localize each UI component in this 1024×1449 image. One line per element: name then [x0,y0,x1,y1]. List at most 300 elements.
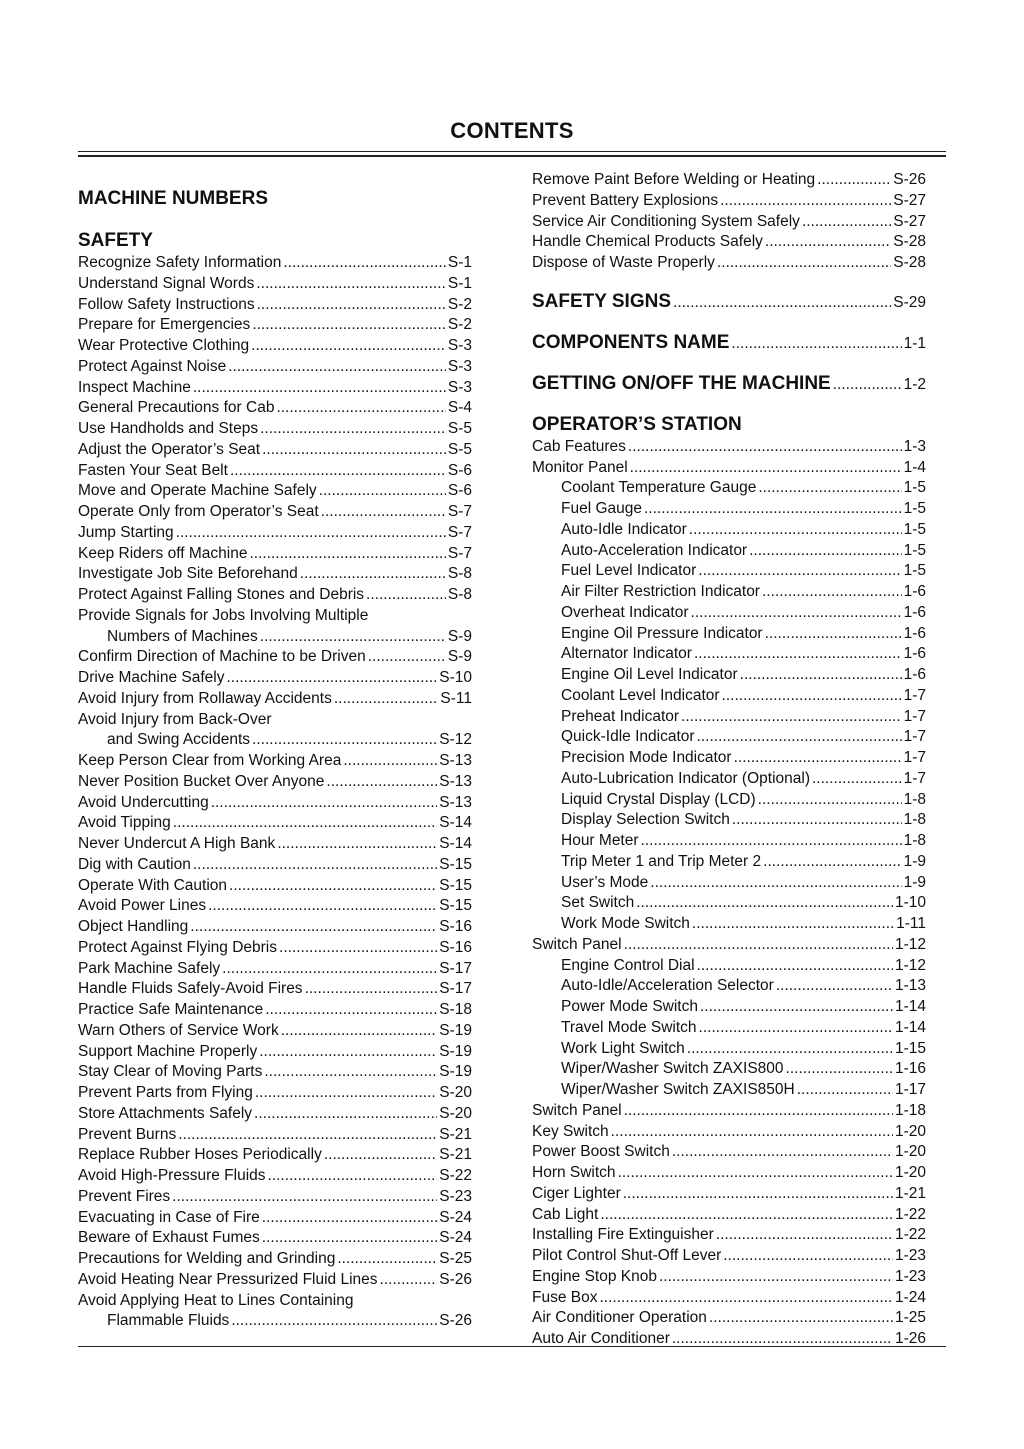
toc-entry[interactable] [532,1080,926,1101]
toc-entry-title: Display Selection Switch [561,811,730,829]
dot-leader [763,852,901,873]
dot-leader [600,1205,893,1226]
dot-leader [305,979,438,1000]
section-heading: OPERATOR’S STATION [532,413,742,435]
page-number: 1-7 [903,749,926,766]
page-number: 1-14 [894,998,926,1015]
toc-entry-title: Avoid Power Lines [78,897,207,915]
toc-entry-title: Flammable Fluids [107,1312,230,1330]
toc-entry[interactable] [78,564,472,585]
toc-entry-title: Never Position Bucket Over Anyone [78,772,325,790]
page-number: 1-10 [894,894,926,912]
toc-entry[interactable] [78,336,472,357]
toc-entry[interactable] [532,624,926,645]
toc-entry[interactable] [532,499,926,520]
page-number: 1-7 [903,686,926,704]
toc-entry-title: Support Machine Properly [78,1042,258,1060]
toc-entry[interactable] [532,727,926,748]
page-number: 1-23 [894,1267,926,1285]
dot-leader [694,644,902,665]
page-number: S-26 [439,1312,472,1330]
dot-leader [692,914,894,935]
page-number: S-28 [893,233,926,251]
page-number: S-27 [893,191,926,209]
page-number: S-14 [439,835,472,852]
toc-entry[interactable] [78,1062,472,1083]
toc-entry[interactable] [78,1228,472,1249]
toc-entry-title: Quick-Idle Indicator [561,728,695,746]
dot-leader [672,1142,893,1163]
page-number: S-3 [447,378,472,396]
toc-entry-title: Protect Against Falling Stones and Debris [78,586,365,603]
page-number: 1-7 [903,769,926,787]
section-heading-entry[interactable] [532,289,926,315]
toc-entry[interactable] [78,1145,472,1166]
toc-entry[interactable] [78,1021,472,1042]
toc-entry-title: Air Filter Restriction Indicator [561,583,760,600]
toc-entry-title: Keep Person Clear from Working Area [78,752,342,769]
toc-entry[interactable] [78,876,472,897]
page-number: 1-17 [894,1081,926,1098]
page-number: S-8 [447,586,472,603]
toc-entry[interactable] [532,191,926,212]
toc-entry[interactable] [78,647,472,668]
toc-entry-title: Object Handling [78,918,189,935]
toc-entry-title: Warn Others of Service Work [78,1021,279,1039]
dot-leader [380,1270,438,1291]
toc-entry[interactable] [532,1018,926,1039]
toc-entry[interactable] [78,627,472,648]
toc-entry[interactable] [78,357,472,378]
page-number: 1-22 [894,1205,926,1223]
toc-entry[interactable] [532,541,926,562]
contents-right-column [532,170,926,1350]
toc-entry-title: Jump Starting [78,523,174,541]
toc-entry-title: General Precautions for Cab [78,399,275,417]
toc-entry[interactable] [78,378,472,399]
dot-leader [628,437,902,458]
toc-entry[interactable] [78,315,472,336]
toc-entry[interactable] [532,997,926,1018]
toc-entry-title: Trip Meter 1 and Trip Meter 2 [561,852,762,870]
page-number: 1-6 [903,645,926,663]
dot-leader [709,1308,893,1329]
toc-entry[interactable] [78,938,472,959]
page-number: 1-16 [894,1060,926,1078]
toc-entry[interactable] [532,232,926,253]
toc-entry[interactable] [532,437,926,458]
toc-entry[interactable] [78,585,472,606]
toc-entry[interactable] [532,914,926,935]
toc-entry-title: Switch Panel [532,935,622,953]
footer-rule [78,1346,946,1347]
dot-leader [249,544,445,565]
toc-entry[interactable] [78,730,472,751]
toc-entry[interactable] [78,668,472,689]
toc-entry-title: Replace Rubber Hoses Periodically [78,1146,322,1164]
dot-leader [687,1039,893,1060]
toc-entry-title: Liquid Crystal Display (LCD) [561,790,756,808]
dot-leader [319,481,446,502]
page-number: S-2 [447,295,472,313]
page-number: 1-8 [903,790,926,808]
dot-leader [265,1000,437,1021]
toc-entry[interactable] [78,1000,472,1021]
toc-entry-title: Prevent Fires [78,1187,171,1205]
toc-entry-title: Store Attachments Safely [78,1104,253,1122]
toc-entry[interactable] [532,520,926,541]
dot-leader [254,1104,437,1125]
toc-entry-title: Hour Meter [561,832,639,849]
page-number: S-24 [439,1229,472,1247]
toc-entry-title: Set Switch [561,894,635,912]
toc-entry[interactable] [532,831,926,852]
toc-entry-title: Auto Air Conditioner [532,1330,670,1347]
dot-leader [264,1062,437,1083]
toc-entry-title: Horn Switch [532,1164,616,1181]
toc-text-line: Provide Signals for Jobs Involving Multiple [78,606,369,624]
toc-entry[interactable] [532,1101,926,1122]
toc-entry[interactable] [78,689,472,710]
section-heading: MACHINE NUMBERS [78,188,268,209]
toc-entry[interactable] [532,790,926,811]
dot-leader [326,772,437,793]
page-number: S-11 [440,689,472,707]
page-number: S-21 [439,1125,472,1143]
toc-entry[interactable] [532,1267,926,1288]
toc-entry[interactable] [532,769,926,790]
toc-entry-title: Power Mode Switch [561,998,698,1015]
dot-leader [228,357,446,378]
toc-entry[interactable] [78,1208,472,1229]
toc-entry[interactable] [78,398,472,419]
toc-entry-title: Auto-Idle Indicator [561,520,687,538]
dot-leader [262,440,446,461]
dot-leader [178,1125,437,1146]
page-number: S-10 [439,669,472,686]
toc-entry-title: Fuse Box [532,1288,598,1306]
toc-entry[interactable] [532,935,926,956]
dot-leader [231,1311,437,1332]
dot-leader [762,582,902,603]
toc-entry[interactable] [78,1125,472,1146]
toc-entry[interactable] [78,793,472,814]
toc-entry-title: Engine Control Dial [561,956,695,974]
dot-leader [172,1187,437,1208]
toc-entry-title: Use Handholds and Steps [78,420,259,437]
toc-entry[interactable] [78,855,472,876]
toc-entry[interactable] [532,893,926,914]
page-number: 1-11 [896,915,926,932]
dot-leader [624,935,893,956]
toc-text-line: Avoid Injury from Back-Over [78,710,272,728]
page-number: S-27 [893,212,926,230]
dot-leader [641,831,902,852]
toc-entry-title: Avoid High-Pressure Fluids [78,1167,266,1184]
page-title: CONTENTS [450,118,574,143]
toc-entry[interactable] [532,253,926,274]
contents-left-column [78,187,472,1332]
toc-entry-title: Wiper/Washer Switch ZAXIS850H [561,1081,795,1098]
page-number: 1-6 [903,666,926,683]
dot-leader [300,564,446,585]
dot-leader [833,372,902,398]
page-number: 1-24 [894,1288,926,1306]
section-heading-title: SAFETY SIGNS [532,290,672,312]
toc-entry[interactable] [78,772,472,793]
toc-entry-title: Dispose of Waste Properly [532,254,715,271]
toc-entry[interactable] [78,896,472,917]
dot-leader [817,170,891,191]
toc-entry[interactable] [532,748,926,769]
dot-leader [776,976,893,997]
page-number: S-15 [439,876,472,894]
toc-entry-title: Auto-Lubrication Indicator (Optional) [561,769,810,787]
dot-leader [257,295,446,316]
page-number: S-15 [439,897,472,915]
toc-entry-title: Handle Chemical Products Safely [532,233,763,251]
toc-entry-title: Overheat Indicator [561,603,689,621]
page-number: 1-12 [894,956,926,974]
page-number: S-19 [439,1042,472,1060]
toc-entry[interactable] [532,478,926,499]
dot-leader [324,1145,437,1166]
dot-leader [722,686,902,707]
page-number: S-8 [447,565,472,583]
section-heading-title: GETTING ON/OFF THE MACHINE [532,372,831,394]
dot-leader [740,665,902,686]
toc-entry-title: Investigate Job Site Beforehand [78,565,298,583]
dot-leader [700,997,893,1018]
toc-entry[interactable] [78,1311,472,1332]
toc-entry[interactable] [78,1104,472,1125]
toc-entry[interactable] [532,1205,926,1226]
dot-leader [262,1228,437,1249]
dot-leader [812,769,902,790]
page-number: S-25 [439,1250,472,1267]
page-number: S-23 [439,1187,472,1205]
dot-leader [321,502,446,523]
dot-leader [611,1122,893,1143]
toc-entry[interactable] [532,212,926,233]
toc-entry[interactable] [78,481,472,502]
dot-leader [765,232,891,253]
section-heading-entry[interactable] [532,371,926,397]
toc-entry[interactable] [78,1187,472,1208]
toc-entry[interactable] [532,1142,926,1163]
dot-leader [255,1083,437,1104]
toc-entry[interactable] [532,1059,926,1080]
dot-leader [259,1042,437,1063]
toc-entry-title: Key Switch [532,1122,609,1140]
toc-entry[interactable] [78,1166,472,1187]
toc-entry[interactable] [78,813,472,834]
dot-leader [697,727,902,748]
page-number: 1-9 [903,852,926,870]
toc-entry[interactable] [78,419,472,440]
page-number: 1-6 [903,583,926,600]
page-number: S-12 [439,731,472,749]
toc-entry[interactable] [532,1184,926,1205]
toc-entry[interactable] [532,686,926,707]
toc-entry-title: Understand Signal Words [78,274,255,292]
toc-entry[interactable] [532,1308,926,1329]
toc-entry[interactable] [78,544,472,565]
toc-entry-title: Work Mode Switch [561,915,690,932]
dot-leader [673,290,891,316]
dot-leader [717,253,891,274]
dot-leader [260,419,446,440]
toc-entry-title: Installing Fire Extinguisher [532,1226,714,1244]
page-number: S-6 [447,461,472,479]
page-number: S-7 [447,503,472,520]
toc-entry-title: Handle Fluids Safely-Avoid Fires [78,980,303,998]
page-number: S-3 [447,357,472,375]
page-number: S-1 [447,274,472,292]
toc-entry-title: Prepare for Emergencies [78,316,251,334]
toc-entry[interactable] [532,582,926,603]
toc-entry[interactable] [532,976,926,997]
toc-entry-title: Prevent Parts from Flying [78,1084,253,1101]
toc-entry[interactable] [78,502,472,523]
dot-leader [256,274,446,295]
toc-entry-title: Wiper/Washer Switch ZAXIS800 [561,1060,784,1078]
page-number: S-16 [439,938,472,956]
page-number: 1-25 [894,1309,926,1327]
toc-entry-title: Avoid Tipping [78,814,171,832]
toc-entry[interactable] [532,810,926,831]
toc-entry-title: Protect Against Flying Debris [78,938,278,956]
toc-entry[interactable] [78,295,472,316]
toc-entry-title: Travel Mode Switch [561,1018,697,1036]
toc-entry-title: Monitor Panel [532,458,628,476]
toc-entry[interactable] [532,1122,926,1143]
page-number: 1-26 [894,1330,926,1347]
page-number: S-18 [439,1001,472,1018]
toc-entry[interactable] [532,852,926,873]
toc-entry-title: Switch Panel [532,1101,622,1119]
dot-leader [334,689,439,710]
page-number: 1-4 [903,458,926,476]
dot-leader [599,1288,892,1309]
page-number: 1-12 [894,935,926,953]
toc-entry[interactable] [532,707,926,728]
toc-entry[interactable] [78,751,472,772]
toc-entry[interactable] [532,603,926,624]
page-number: S-3 [447,337,472,354]
toc-entry-title: Coolant Level Indicator [561,686,720,704]
dot-leader [268,1166,438,1187]
toc-entry[interactable] [78,917,472,938]
dot-leader [173,813,437,834]
toc-entry-title: Fuel Level Indicator [561,562,697,580]
toc-entry-title: Cab Features [532,437,626,455]
toc-entry[interactable] [532,170,926,191]
page-number: S-9 [447,627,472,645]
toc-entry-title: Pilot Control Shut-Off Lever [532,1247,722,1264]
dot-leader [624,1101,893,1122]
toc-entry[interactable] [78,253,472,274]
page-number: S-6 [447,482,472,500]
toc-entry[interactable] [532,1039,926,1060]
page-number: 1-3 [903,437,926,455]
toc-entry-title: and Swing Accidents [107,731,251,749]
page-number: S-4 [447,399,472,417]
dot-leader [277,834,437,855]
toc-entry-title: Power Boost Switch [532,1143,670,1161]
toc-entry[interactable] [532,956,926,977]
toc-entry[interactable] [78,523,472,544]
toc-entry[interactable] [78,440,472,461]
toc-entry[interactable] [532,1246,926,1267]
page-number: S-28 [893,254,926,271]
page-number: S-14 [439,814,472,832]
section-heading: SAFETY [78,230,153,251]
toc-entry-title: Avoid Injury from Rollaway Accidents [78,689,332,707]
toc-entry-title: Stay Clear of Moving Parts [78,1063,263,1081]
toc-entry-title: Never Undercut A High Bank [78,835,276,852]
toc-entry-title: Avoid Undercutting [78,793,209,811]
toc-entry[interactable] [532,644,926,665]
toc-entry[interactable] [78,1249,472,1270]
page-number: 1-7 [903,728,926,746]
dot-leader [230,461,446,482]
toc-entry[interactable] [78,834,472,855]
dot-leader [262,1208,437,1229]
page-number: S-20 [439,1084,472,1101]
section-heading-entry[interactable] [532,330,926,356]
dot-leader [765,624,902,645]
toc-entry[interactable] [532,665,926,686]
page-number: S-17 [439,959,472,977]
toc-entry-title: Engine Stop Knob [532,1267,657,1285]
toc-entry-title: Coolant Temperature Gauge [561,479,757,497]
toc-entry[interactable] [532,561,926,582]
toc-entry[interactable] [532,1288,926,1309]
toc-entry[interactable] [532,873,926,894]
page-number: S-26 [439,1270,472,1288]
toc-entry[interactable] [78,979,472,1000]
dot-leader [797,1080,893,1101]
toc-entry-title: Service Air Conditioning System Safely [532,212,800,230]
toc-entry[interactable] [532,1225,926,1246]
toc-entry-title: Alternator Indicator [561,645,692,663]
page-number: S-15 [439,855,472,873]
page-number: S-7 [447,544,472,562]
toc-entry[interactable] [532,1163,926,1184]
page-number: 1-20 [894,1164,926,1181]
toc-entry[interactable] [78,959,472,980]
toc-entry[interactable] [78,1270,472,1291]
dot-leader [226,668,437,689]
toc-entry[interactable] [78,274,472,295]
page-number: 1-9 [903,873,926,891]
dot-leader [659,1267,893,1288]
dot-leader [636,893,893,914]
page-number: 1-14 [894,1018,926,1036]
toc-entry[interactable] [532,458,926,479]
dot-leader [281,1021,438,1042]
toc-entry[interactable] [78,1083,472,1104]
page-number: 1-8 [903,832,926,849]
page-number: 1-5 [903,520,926,538]
dot-leader [176,523,446,544]
toc-entry-title: Numbers of Machines [107,627,258,645]
dot-leader [681,707,902,728]
toc-entry[interactable] [78,461,472,482]
page-number: 1-13 [894,977,926,995]
toc-entry[interactable] [78,1042,472,1063]
